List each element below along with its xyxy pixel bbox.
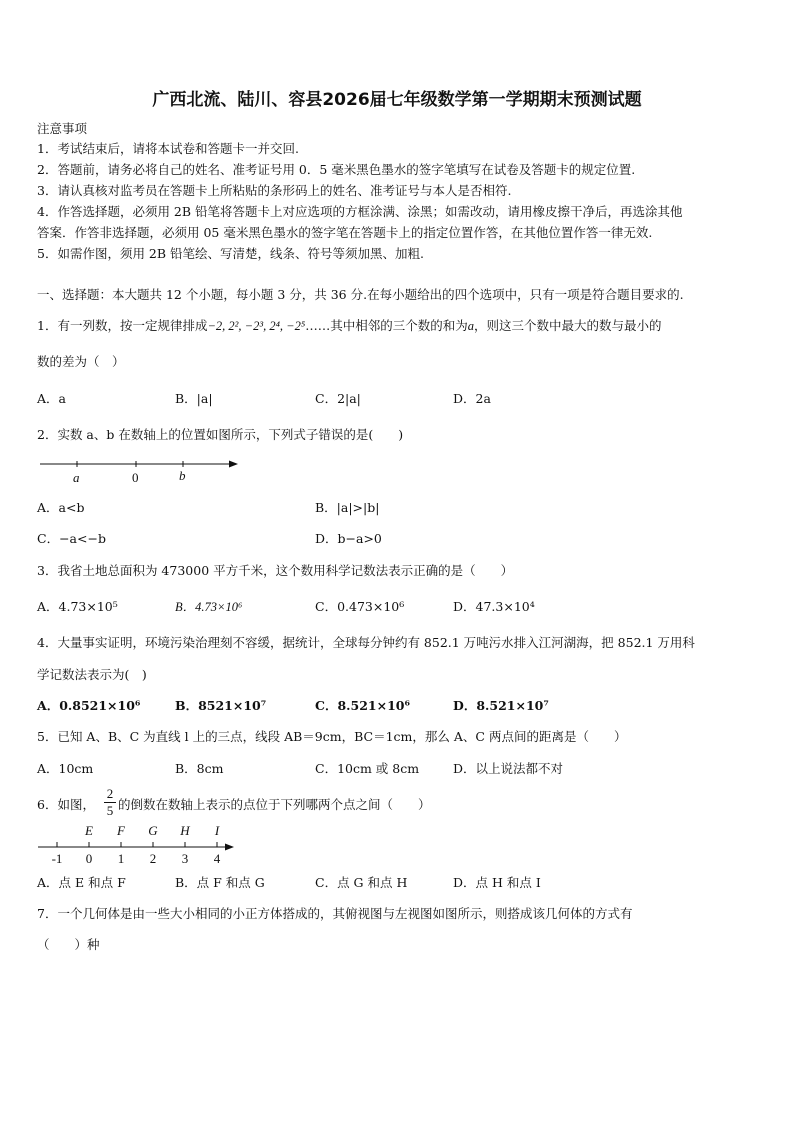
q5-option-d[interactable]: D．以上说法都不对 [453,761,564,776]
notice-item-2: 2．答题前，请务必将自己的姓名、准考证号用 0．5 毫米黑色墨水的签字笔填写在试卷及答题卡的规定位置. [37,162,636,177]
q6-fraction [104,787,116,818]
q1-option-b[interactable]: B．|a| [175,391,213,406]
question-6-stem-b: 的倒数在数轴上表示的点位于下列哪两个点之间（ ） [118,797,431,812]
question-4-stem: 4．大量事实证明，环境污染治理刻不容缓，据统计，全球每分钟约有 852.1 万吨污水排入江河湖海，把 852.1 万用科 [37,635,695,650]
notice-item-4: 4．作答选择题，必须用 2B 铅笔将答题卡上对应选项的方框涂满、涂黑；如需改动，请用橡皮擦干净后，再选涂其他 [37,204,683,219]
q6-option-a[interactable]: A．点 E 和点 F [37,875,126,890]
q1-option-a[interactable]: A．a [37,391,66,406]
q3-option-d[interactable]: D．47.3×10⁴ [453,599,535,614]
q6-fraction-denominator: 5 [106,803,114,818]
q6-option-c[interactable]: C．点 G 和点 H [315,875,408,890]
question-7-stem: 7．一个几何体是由一些大小相同的小正方体搭成的，其俯视图与左视图如图所示，则搭成该几何体的方式有 [37,906,633,921]
q1-option-d[interactable]: D．2a [453,391,491,406]
question-3-stem: 3．我省土地总面积为 473000 平方千米，这个数用科学记数法表示正确的是（ ） [37,563,514,578]
q6-number-line [36,821,238,867]
q1-stem-a: 1．有一列数，按一定规律排成 [37,318,208,333]
q2-axis-arrow [229,461,238,468]
question-6-stem-a: 6．如图， [37,797,95,812]
q3-option-b[interactable]: B．4.73×10⁶ [175,600,243,614]
q1-option-c[interactable]: C．2|a| [315,391,361,406]
q6-point-label: F [117,823,125,838]
question-2-stem: 2．实数 a、b 在数轴上的位置如图所示，下列式子错误的是( ) [37,427,404,442]
q1-sequence: −2, 2², −2³, 2⁴, −2⁵ [207,319,306,333]
q6-point-label: I [214,823,220,838]
q2-option-c[interactable]: C．−a<−b [37,531,106,546]
q6-tick-label: 1 [117,851,125,866]
exam-title: 广西北流、陆川、容县2026届七年级数学第一学期期末预测试题 [152,90,642,110]
q2-option-b[interactable]: B．|a|>|b| [315,500,380,515]
q4-option-a[interactable]: A．0.8521×10⁶ [37,698,141,713]
q6-points [84,823,220,838]
q6-tick-label: 4 [213,851,221,866]
q6-axis-arrow [225,844,234,851]
q6-ticks [52,842,221,866]
question-5-stem: 5．已知 A、B、C 为直线 l 上的三点，线段 AB＝9cm，BC＝1cm，那么 A、C 两点间的距离是（ ） [37,729,627,744]
q4-option-b[interactable]: B．8521×10⁷ [175,698,267,713]
q6-point-label: E [85,823,93,838]
q3-option-a[interactable]: A．4.73×10⁵ [37,599,118,614]
question-7-stem-line2: （ ）种 [37,937,100,952]
q6-option-b[interactable]: B．点 F 和点 G [175,875,265,890]
q6-tick-label: 2 [149,851,157,866]
q3-option-c[interactable]: C．0.473×10⁶ [315,599,405,614]
question-4-stem-line2: 学记数法表示为( ) [37,667,147,682]
notice-item-5: 5．如需作图，须用 2B 铅笔绘、写清楚，线条、符号等须加黑、加粗. [37,246,425,261]
q6-tick-label: -1 [51,851,63,866]
q6-fraction-numerator: 2 [106,786,114,801]
question-1-stem-line2: 数的差为（ ） [37,354,125,369]
q2-label-b: b [179,468,186,483]
q6-tick-label: 3 [181,851,189,866]
q1-stem-b: ……其中相邻的三个数的和为 [305,318,468,333]
q2-label-a: a [73,470,80,485]
q6-tick-label: 0 [85,851,93,866]
q4-option-c[interactable]: C．8.521×10⁶ [315,698,410,713]
notice-item-4-cont: 答案．作答非选择题，必须用 05 毫米黑色墨水的签字笔在答题卡上的指定位置作答，在其他位置作答一律无效. [37,225,653,240]
section-heading: 一、选择题：本大题共 12 个小题，每小题 3 分，共 36 分.在每小题给出的四个选项中，只有一项是符合题目要求的. [37,287,684,302]
notice-item-1: 1．考试结束后，请将本试卷和答题卡一并交回. [37,141,299,156]
q5-option-b[interactable]: B．8cm [175,761,224,776]
q2-option-a[interactable]: A．a<b [37,500,85,515]
notice-item-3: 3．请认真核对监考员在答题卡上所粘贴的条形码上的姓名、准考证号与本人是否相符. [37,183,512,198]
q5-option-a[interactable]: A．10cm [37,761,94,776]
question-1-stem [37,318,662,334]
q6-option-d[interactable]: D．点 H 和点 I [453,875,541,890]
q2-label-0: 0 [132,470,139,485]
q6-point-label: H [180,823,190,838]
notice-heading: 注意事项 [37,121,88,136]
q1-stem-c: ，则这三个数中最大的数与最小的 [473,318,662,333]
q5-option-c[interactable]: C．10cm 或 8cm [315,761,420,776]
q2-number-line [36,455,242,487]
q6-point-label: G [148,823,158,838]
q2-option-d[interactable]: D．b−a>0 [315,531,382,546]
q1-var: a [467,319,474,333]
q4-option-d[interactable]: D．8.521×10⁷ [453,698,549,713]
